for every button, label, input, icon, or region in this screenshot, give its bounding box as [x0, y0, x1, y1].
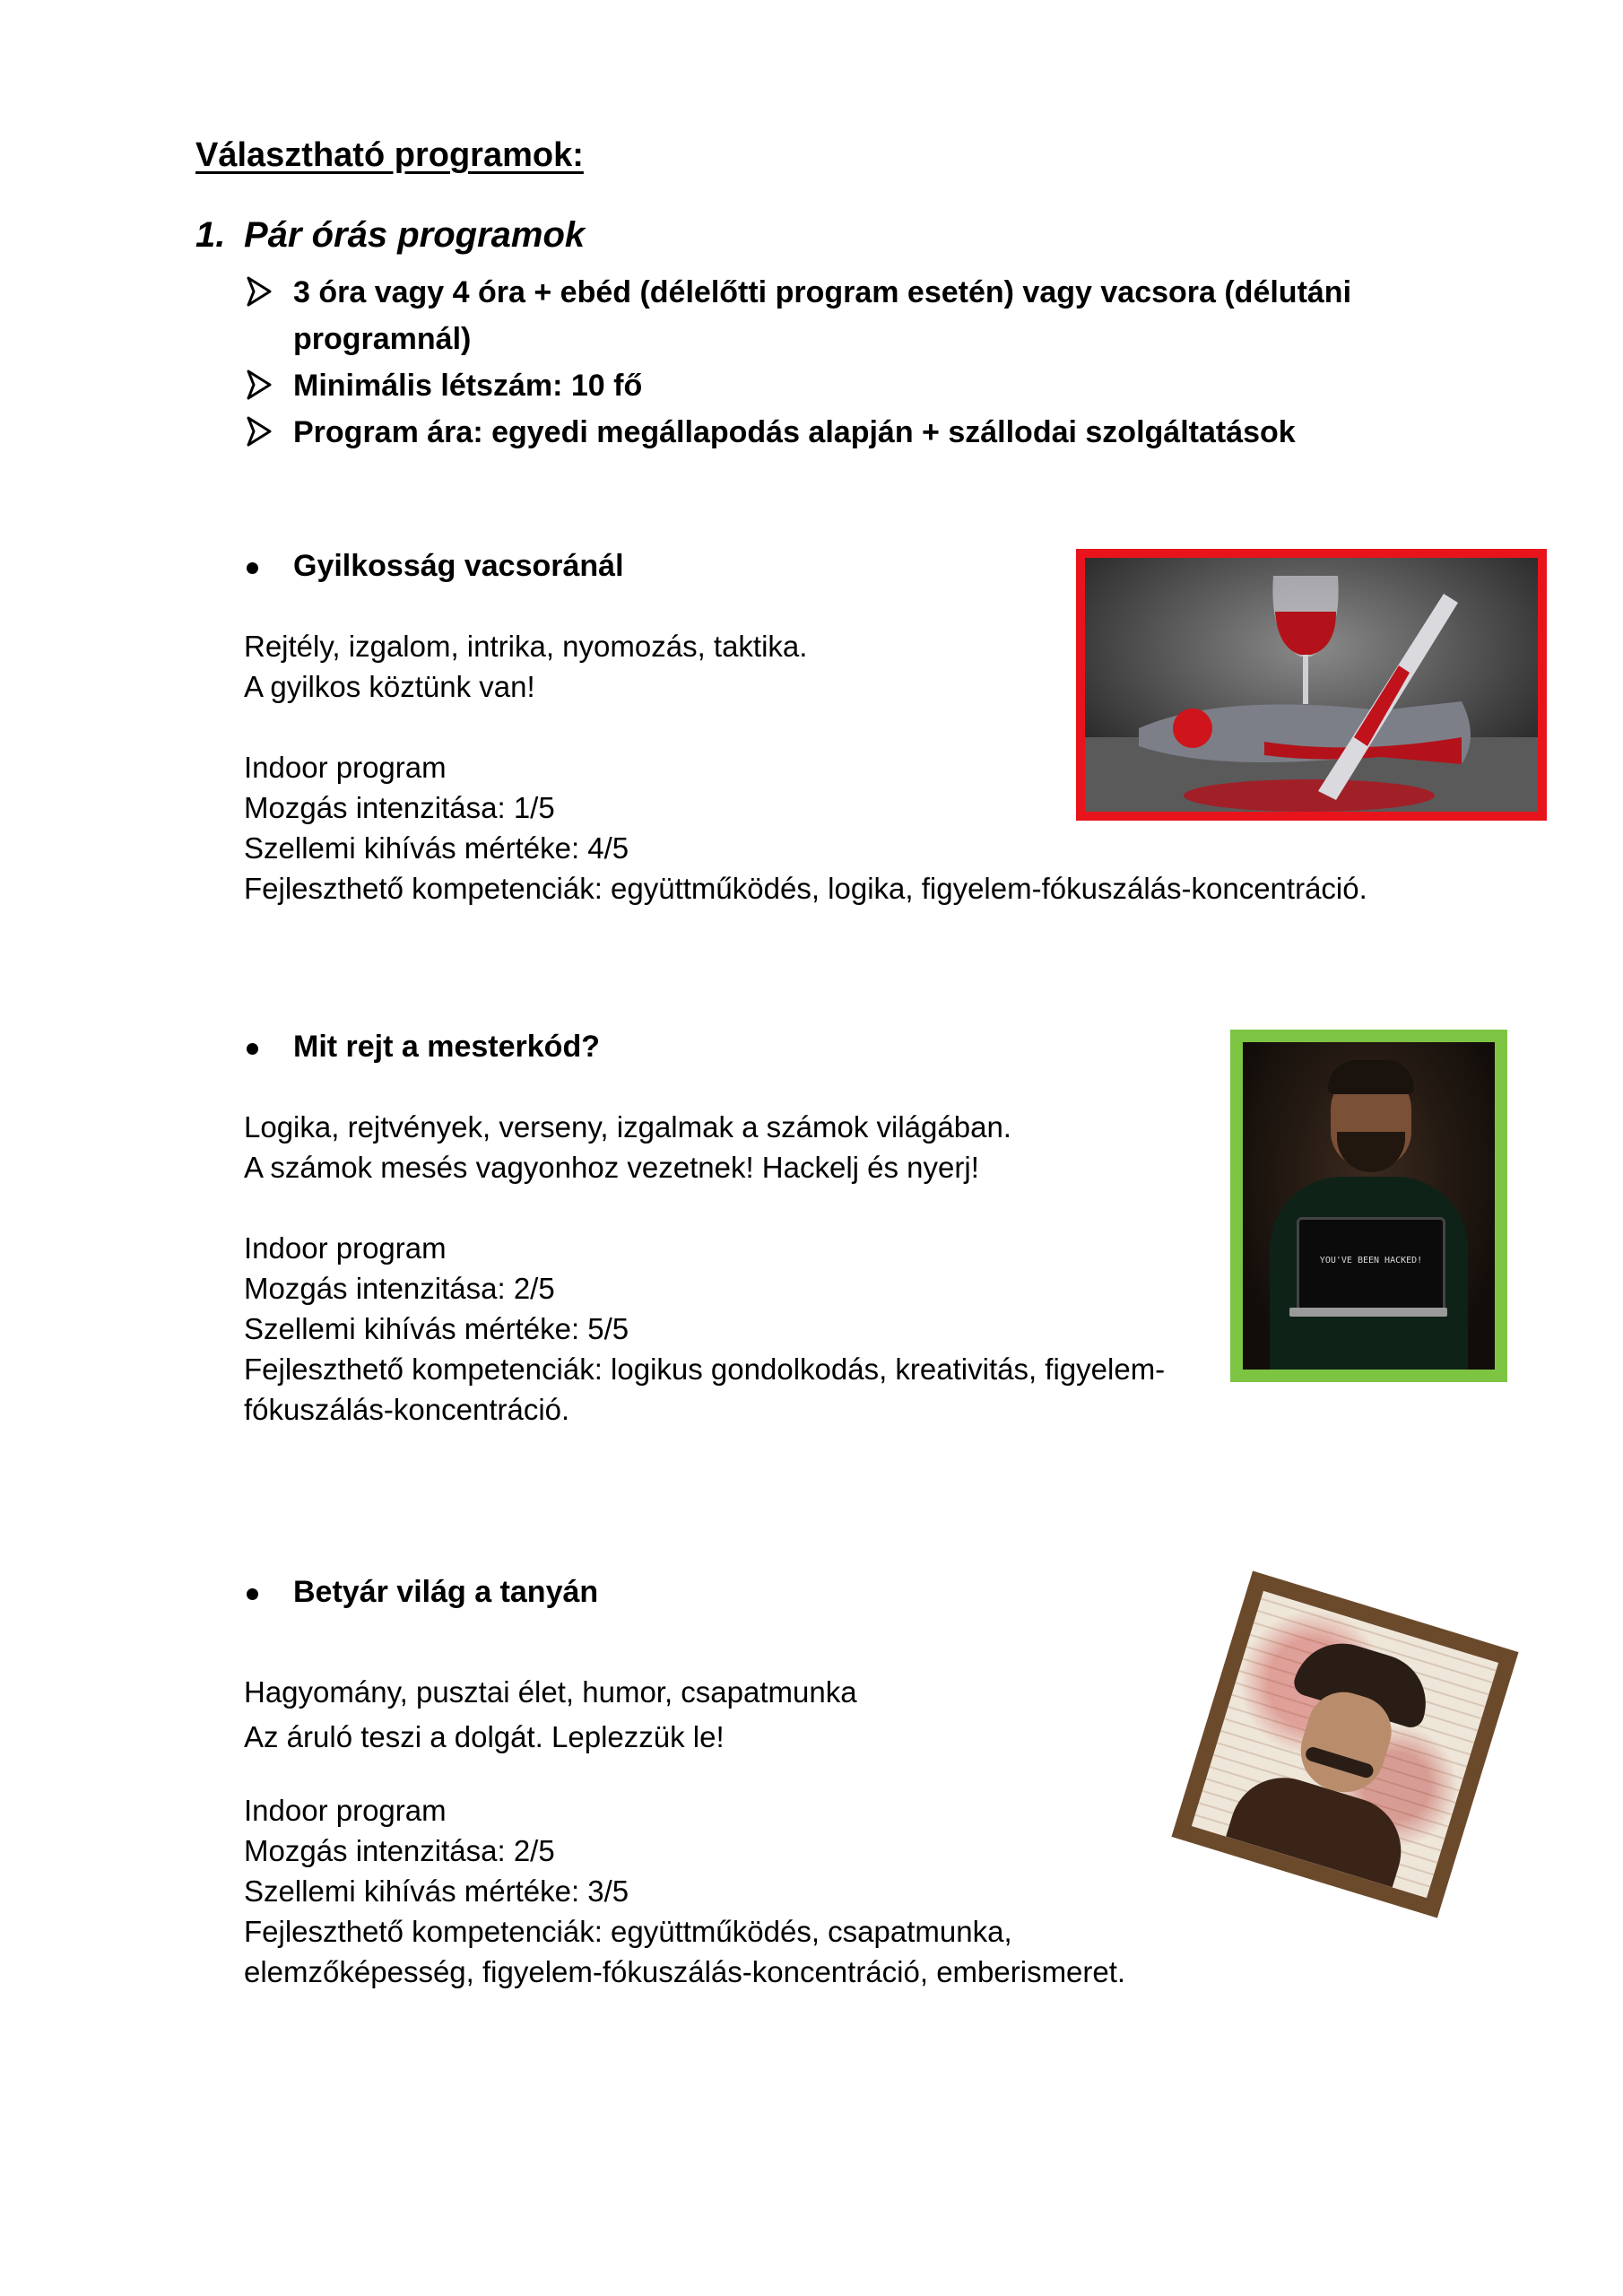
program-description [244, 1670, 857, 1760]
competencies: Fejleszthető kompetenciák: logikus gondolkodás, kreativitás, figyelem- [244, 1352, 1166, 1386]
movement-intensity: Mozgás intenzitása: 2/5 [244, 1272, 555, 1305]
movement-intensity: Mozgás intenzitása: 1/5 [244, 791, 555, 824]
program-description [244, 1107, 1165, 1430]
arrow-bullet-icon [247, 370, 272, 400]
summary-item-line2: programnál) [293, 322, 472, 356]
competencies: elemzőképesség, figyelem-fókuszálás-koncentráció, emberismeret. [244, 1955, 1126, 1988]
program-heading [247, 1030, 874, 1070]
page-title: Választható programok: [195, 136, 584, 174]
outlaw-portrait-image [1192, 1591, 1498, 1898]
description-line: Logika, rejtvények, verseny, izgalmak a számok világában. [244, 1110, 1011, 1144]
program-title: Betyár világ a tanyán [293, 1575, 599, 1609]
summary-item [247, 409, 1376, 456]
hacker-image [1243, 1042, 1495, 1370]
program-type: Indoor program [244, 751, 447, 784]
description-line: A számok mesés vagyonhoz vezetnek! Hackelj és nyerj! [244, 1151, 979, 1184]
summary-item-line1: Program ára: egyedi megállapodás alapján + szállodai szolgáltatások [293, 415, 1296, 449]
beard-shape [1337, 1132, 1405, 1172]
summary-item-line1: Minimális létszám: 10 fő [293, 369, 643, 403]
section-title: Pár órás programok [244, 215, 586, 255]
program-heading [247, 1575, 874, 1615]
competencies: fókuszálás-koncentráció. [244, 1393, 570, 1426]
summary-list [247, 269, 1376, 456]
bullet-dot-icon [247, 562, 258, 574]
laptop-base [1289, 1308, 1447, 1317]
program-type: Indoor program [244, 1794, 447, 1827]
mental-challenge: Szellemi kihívás mértéke: 5/5 [244, 1312, 629, 1345]
bullet-dot-icon [247, 1043, 258, 1055]
program-title: Gyilkosság vacsoránál [293, 549, 624, 583]
arrow-bullet-icon [247, 416, 272, 447]
description-line: Hagyomány, pusztai élet, humor, csapatmunka [244, 1675, 857, 1709]
summary-item [247, 362, 1376, 409]
arrow-bullet-icon [247, 276, 272, 307]
competencies: Fejleszthető kompetenciák: együttműködés, csapatmunka, [244, 1915, 1012, 1948]
program-image-murder [1076, 549, 1547, 821]
section-number: 1. [195, 215, 226, 255]
summary-item-line1: 3 óra vagy 4 óra + ebéd (délelőtti program esetén) vagy vacsora (délutáni [293, 275, 1352, 309]
hair-shape [1328, 1060, 1414, 1094]
bullet-dot-icon [247, 1588, 258, 1600]
program-details [244, 1790, 1125, 1992]
movement-intensity: Mozgás intenzitása: 2/5 [244, 1834, 555, 1867]
program-type: Indoor program [244, 1231, 447, 1265]
description-line: Rejtély, izgalom, intrika, nyomozás, taktika. [244, 630, 808, 663]
mental-challenge: Szellemi kihívás mértéke: 3/5 [244, 1874, 629, 1908]
program-image-hacker [1230, 1030, 1507, 1382]
program-heading [247, 549, 874, 589]
description-line: A gyilkos köztünk van! [244, 670, 535, 703]
laptop-screen [1297, 1217, 1445, 1312]
wine-knife-image [1085, 558, 1538, 812]
summary-item [247, 269, 1376, 362]
mental-challenge: Szellemi kihívás mértéke: 4/5 [244, 831, 629, 865]
description-line: Az áruló teszi a dolgát. Leplezzük le! [244, 1720, 725, 1753]
competencies: Fejleszthető kompetenciák: együttműködés, logika, figyelem-fókuszálás-koncentráció. [244, 872, 1367, 905]
program-title: Mit rejt a mesterkód? [293, 1030, 600, 1064]
program-image-outlaw [1171, 1570, 1518, 1918]
laptop-text: YOU'VE BEEN HACKED! [1319, 1256, 1423, 1265]
section-heading [195, 215, 585, 256]
